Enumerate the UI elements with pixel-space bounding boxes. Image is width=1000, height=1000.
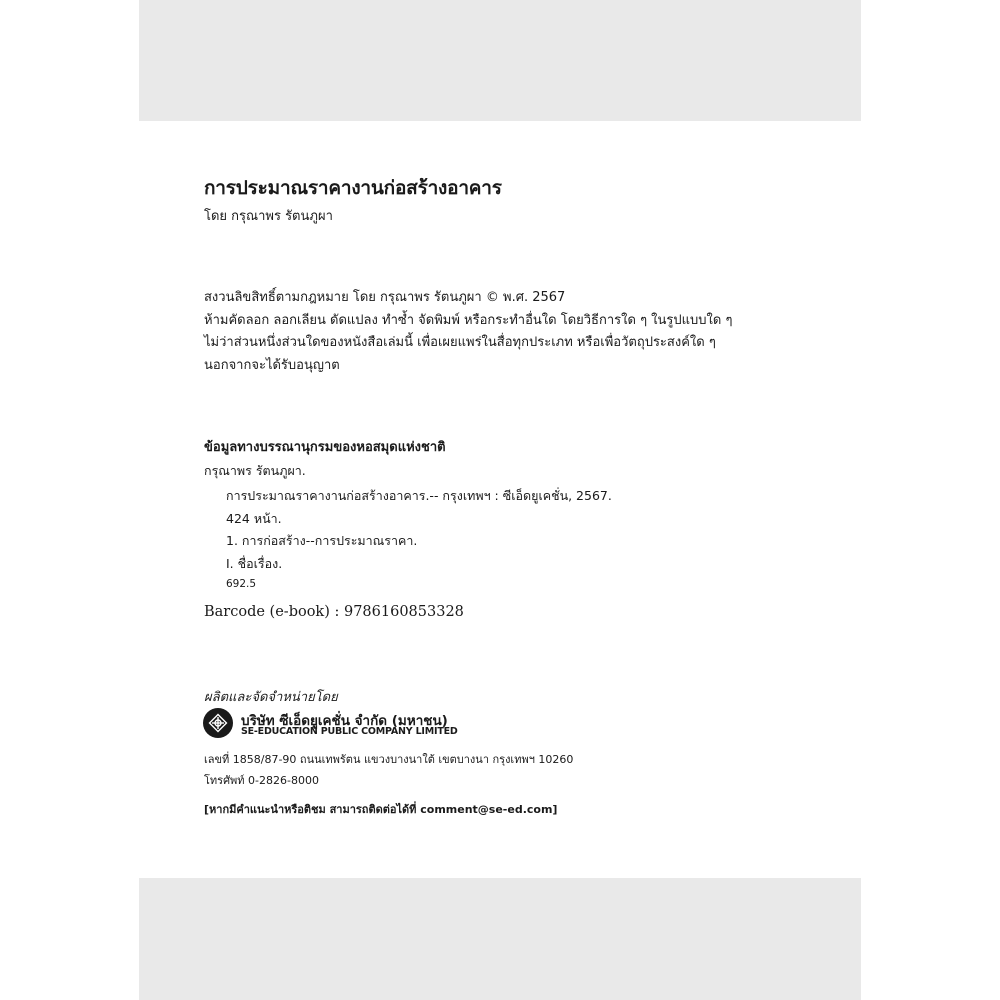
publisher-contact: [หากมีคำแนะนำหรือติชม สามารถติดต่อได้ที่ comment@se-ed.com] xyxy=(204,803,558,816)
se-ed-logo-icon xyxy=(203,708,233,738)
cip-author: กรุณาพร รัตนภูผา. xyxy=(204,463,306,478)
barcode-isbn: Barcode (e-book) : 9786160853328 xyxy=(204,604,464,620)
copyright-line: นอกจากจะได้รับอนุญาต xyxy=(204,357,340,373)
publisher-name-thai: บริษัท ซีเอ็ดยูเคชั่น จำกัด (มหาชน) xyxy=(241,713,448,729)
book-author: โดย กรุณาพร รัตนภูผา xyxy=(204,209,333,224)
cip-classification: 692.5 xyxy=(226,578,257,590)
publisher-address: เลขที่ 1858/87-90 ถนนเทพรัตน แขวงบางนาใต้ เขตบางนา กรุงเทพฯ 10260 xyxy=(204,753,574,766)
se-ed-logo-mark xyxy=(203,708,233,738)
cip-subject: 1. การก่อสร้าง--การประมาณราคา. xyxy=(226,533,418,548)
publisher-phone: โทรศัพท์ 0-2826-8000 xyxy=(204,774,319,787)
book-title: การประมาณราคางานก่อสร้างอาคาร xyxy=(204,177,502,199)
cip-heading: ข้อมูลทางบรรณานุกรมของหอสมุดแห่งชาติ xyxy=(204,440,446,455)
cip-title-entry: I. ชื่อเรื่อง. xyxy=(226,556,283,571)
cip-title-line: การประมาณราคางานก่อสร้างอาคาร.-- กรุงเทพฯ : ซีเอ็ดยูเคชั่น, 2567. xyxy=(226,488,612,503)
copyright-line: สงวนลิขสิทธิ์ตามกฎหมาย โดย กรุณาพร รัตนภูผา © พ.ศ. 2567 xyxy=(204,290,566,305)
copyright-line: ห้ามคัดลอก ลอกเลียน ดัดแปลง ทำซ้ำ จัดพิมพ์ หรือกระทำอื่นใด โดยวิธีการใด ๆ ในรูปแบบใด ๆ xyxy=(204,312,733,328)
cip-pages: 424 หน้า. xyxy=(226,511,282,526)
publisher-label: ผลิตและจัดจำหน่ายโดย xyxy=(204,690,338,705)
copyright-line: ไม่ว่าส่วนหนึ่งส่วนใดของหนังสือเล่มนี้ เพื่อเผยแพร่ในสื่อทุกประเภท หรือเพื่อวัตถุประสงค์ใด ๆ xyxy=(204,335,716,350)
copyright-notice xyxy=(204,287,732,377)
top-gray-band xyxy=(139,0,861,121)
bottom-gray-band xyxy=(139,878,861,1000)
publisher-name-english: SE-EDUCATION PUBLIC COMPANY LIMITED xyxy=(241,726,458,737)
